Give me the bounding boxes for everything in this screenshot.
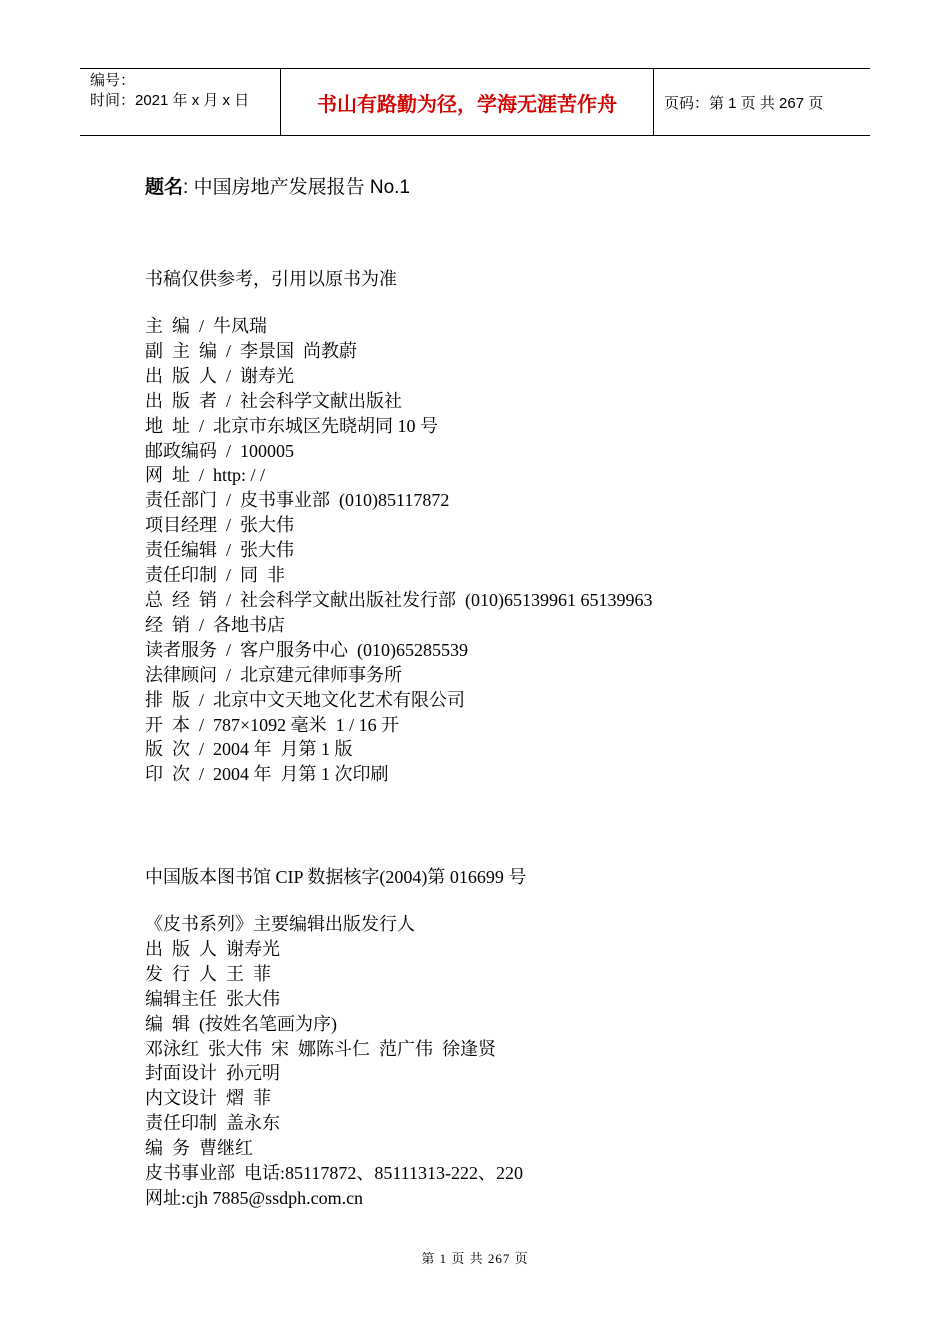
series-line: 内文设计 熠 菲 (145, 1088, 271, 1109)
credit-line: 责任编辑 / 张大伟 (145, 540, 295, 561)
credit-line: 项目经理 / 张大伟 (145, 515, 295, 536)
credit-line: 总 经 销 / 社会科学文献出版社发行部 (010)65139961 65139963 (145, 589, 653, 610)
credit-line: 网 址 / http: / / (145, 465, 266, 486)
credit-line: 经 销 / 各地书店 (145, 614, 286, 635)
page-footer: 第 1 页 共 267 页 (421, 1251, 529, 1266)
header-meta (80, 69, 281, 135)
title-text: : 中国房地产发展报告 No.1 (183, 177, 410, 198)
credit-line: 出 版 人 / 谢寿光 (145, 365, 295, 386)
credit-line: 邮政编码 / 100005 (145, 440, 295, 461)
number-label: 编号： (90, 72, 136, 89)
series-line: 封面设计 孙元明 (145, 1063, 280, 1084)
series-line: 《皮书系列》主要编辑出版发行人 (145, 914, 415, 934)
series-line: 编辑主任 张大伟 (145, 988, 280, 1009)
credit-line: 责任部门 / 皮书事业部 (010)85117872 (145, 490, 450, 511)
title-label: 题名 (145, 177, 184, 198)
time-label: 时间：2021 年 x 月 x 日 (90, 92, 250, 109)
series-line: 编 务 曹继红 (145, 1138, 253, 1159)
credit-line: 版 次 / 2004 年 月第 1 版 (145, 739, 353, 760)
credit-line: 责任印制 / 同 非 (145, 565, 286, 586)
credit-line: 主 编 / 牛凤瑞 (145, 316, 268, 336)
credit-line: 副 主 编 / 李景国 尚教蔚 (145, 340, 358, 361)
series-line: 发 行 人 王 菲 (145, 963, 271, 984)
document-title (145, 172, 410, 199)
header-page-info: 页码：第 1 页 共 267 页 (664, 94, 824, 112)
credit-line: 读者服务 / 客户服务中心 (010)65285539 (145, 639, 468, 660)
credit-line: 地 址 / 北京市东城区先晓胡同 10 号 (145, 415, 438, 436)
series-line: 编 辑 (按姓名笔画为序) (145, 1013, 337, 1034)
page-header (80, 68, 870, 136)
credit-line: 开 本 / 787×1092 毫米 1 / 16 开 (145, 714, 400, 735)
credits-list (145, 314, 653, 787)
series-line: 邓泳红 张大伟 宋 娜陈斗仁 范广伟 徐逢贤 (145, 1038, 496, 1059)
credit-line: 出 版 者 / 社会科学文献出版社 (145, 390, 402, 411)
header-motto: 书山有路勤为径，学海无涯苦作舟 (281, 69, 654, 135)
credit-line: 法律顾问 / 北京建元律师事务所 (145, 664, 402, 685)
cip-record: 中国版本图书馆 CIP 数据核字(2004)第 016699 号 (145, 867, 527, 887)
credit-line: 排 版 / 北京中文天地文化艺术有限公司 (145, 689, 465, 710)
reference-note: 书稿仅供参考，引用以原书为准 (145, 269, 397, 289)
series-line: 责任印制 盖永东 (145, 1113, 280, 1134)
series-line: 网址:cjh 7885@ssdph.com.cn (145, 1187, 364, 1208)
series-line: 出 版 人 谢寿光 (145, 938, 280, 959)
series-staff-list (145, 912, 523, 1211)
series-line: 皮书事业部 电话:85117872、85111313-222、220 (145, 1163, 523, 1184)
credit-line: 印 次 / 2004 年 月第 1 次印刷 (145, 764, 389, 785)
